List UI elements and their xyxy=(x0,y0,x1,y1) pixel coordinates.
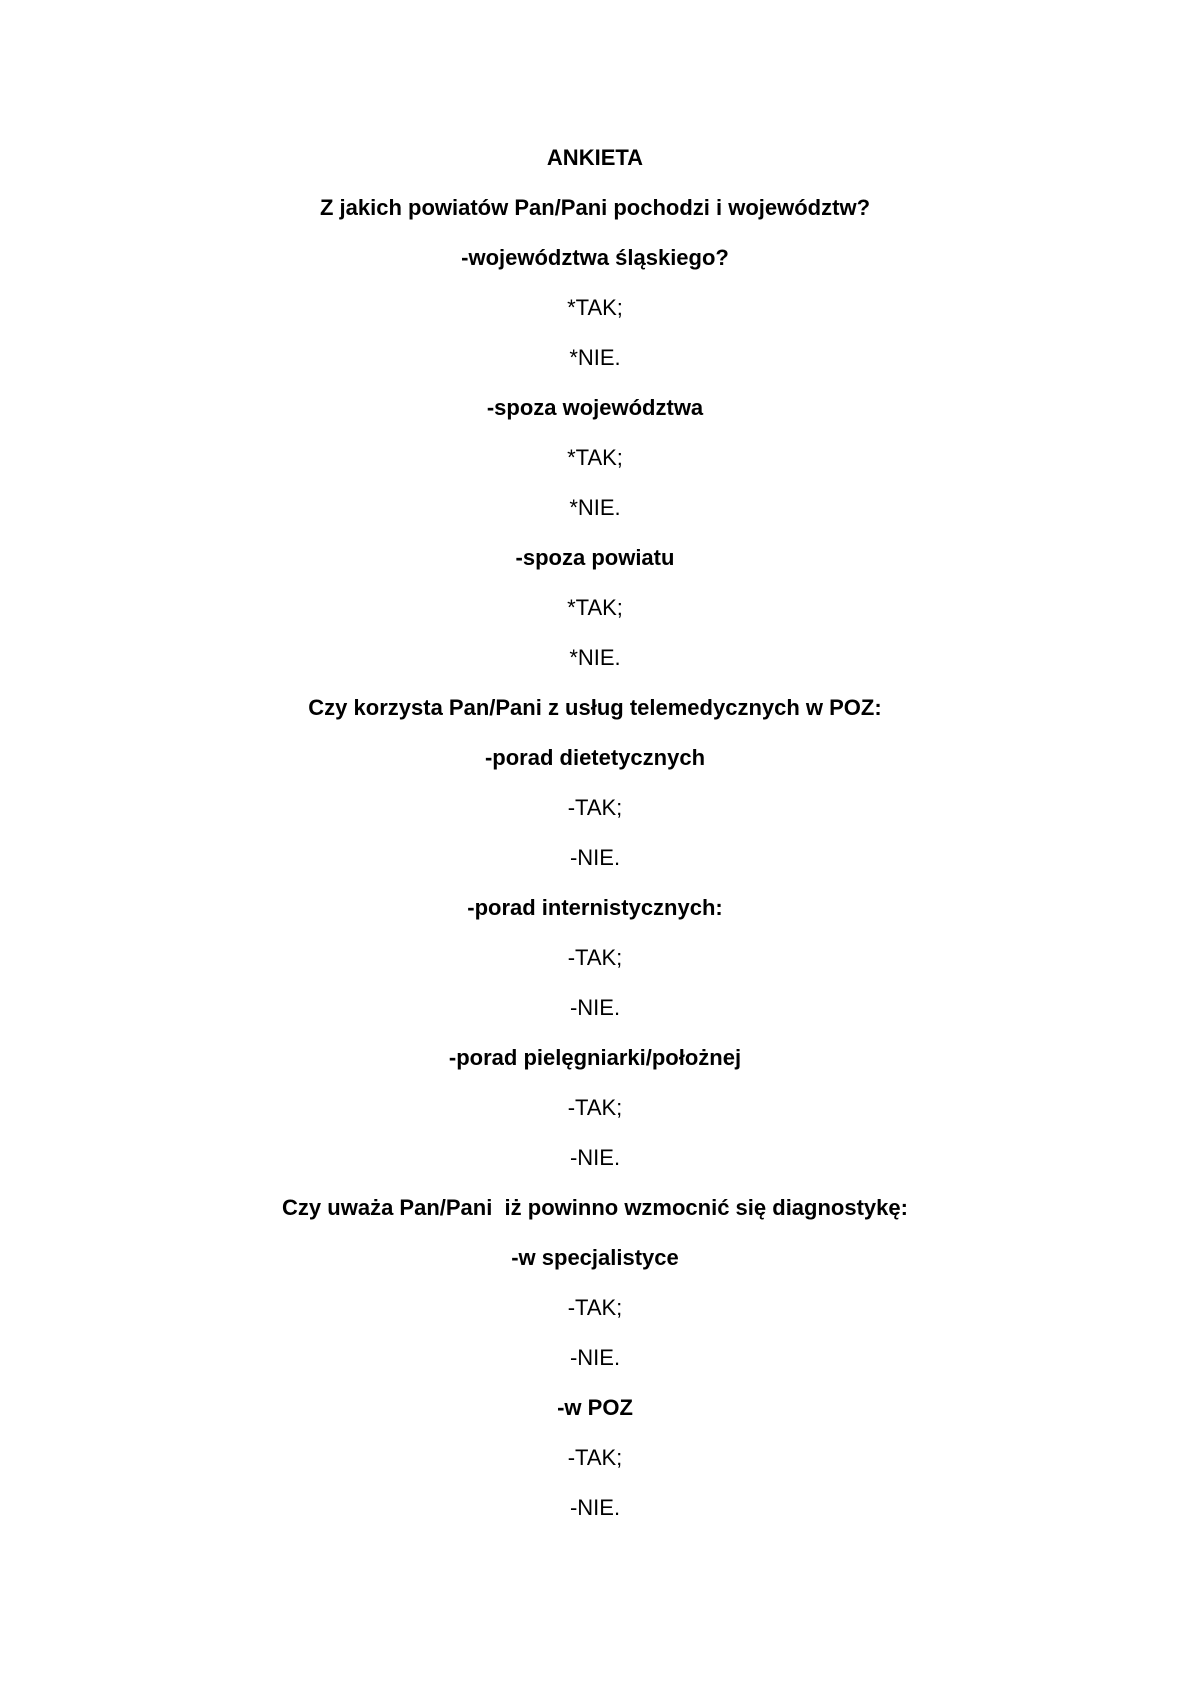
answer-yes: *TAK; xyxy=(567,595,623,620)
answer-yes: -TAK; xyxy=(567,1445,623,1470)
answer-no: -NIE. xyxy=(569,1145,621,1170)
answer-no: *NIE. xyxy=(569,345,621,370)
answer-no: -NIE. xyxy=(569,845,621,870)
subquestion-outside-county: -spoza powiatu xyxy=(515,545,675,570)
subquestion-silesian-voivodeship: -województwa śląskiego? xyxy=(461,245,729,270)
subquestion-specialist-care: -w specjalistyce xyxy=(511,1245,679,1270)
answer-yes: -TAK; xyxy=(567,1095,623,1120)
subquestion-outside-voivodeship: -spoza województwa xyxy=(486,395,704,420)
answer-yes: -TAK; xyxy=(567,945,623,970)
subquestion-primary-care: -w POZ xyxy=(557,1395,633,1420)
survey-document xyxy=(0,133,1190,1533)
question-origin: Z jakich powiatów Pan/Pani pochodzi i województw? xyxy=(319,195,871,220)
answer-no: -NIE. xyxy=(569,1345,621,1370)
document-title: ANKIETA xyxy=(546,145,644,170)
subquestion-nurse-midwife-advice: -porad pielęgniarki/położnej xyxy=(448,1045,742,1070)
subquestion-internist-advice: -porad internistycznych: xyxy=(467,895,723,920)
answer-yes: -TAK; xyxy=(567,1295,623,1320)
question-diagnostics: Czy uważa Pan/Pani iż powinno wzmocnić się diagnostykę: xyxy=(282,1195,908,1220)
answer-no: *NIE. xyxy=(569,645,621,670)
answer-yes: *TAK; xyxy=(567,445,623,470)
question-telemedicine: Czy korzysta Pan/Pani z usług telemedycznych w POZ: xyxy=(308,695,882,720)
answer-no: -NIE. xyxy=(569,995,621,1020)
answer-no: -NIE. xyxy=(569,1495,621,1520)
subquestion-dietary-advice: -porad dietetycznych xyxy=(484,745,706,770)
answer-yes: -TAK; xyxy=(567,795,623,820)
answer-yes: *TAK; xyxy=(567,295,623,320)
answer-no: *NIE. xyxy=(569,495,621,520)
